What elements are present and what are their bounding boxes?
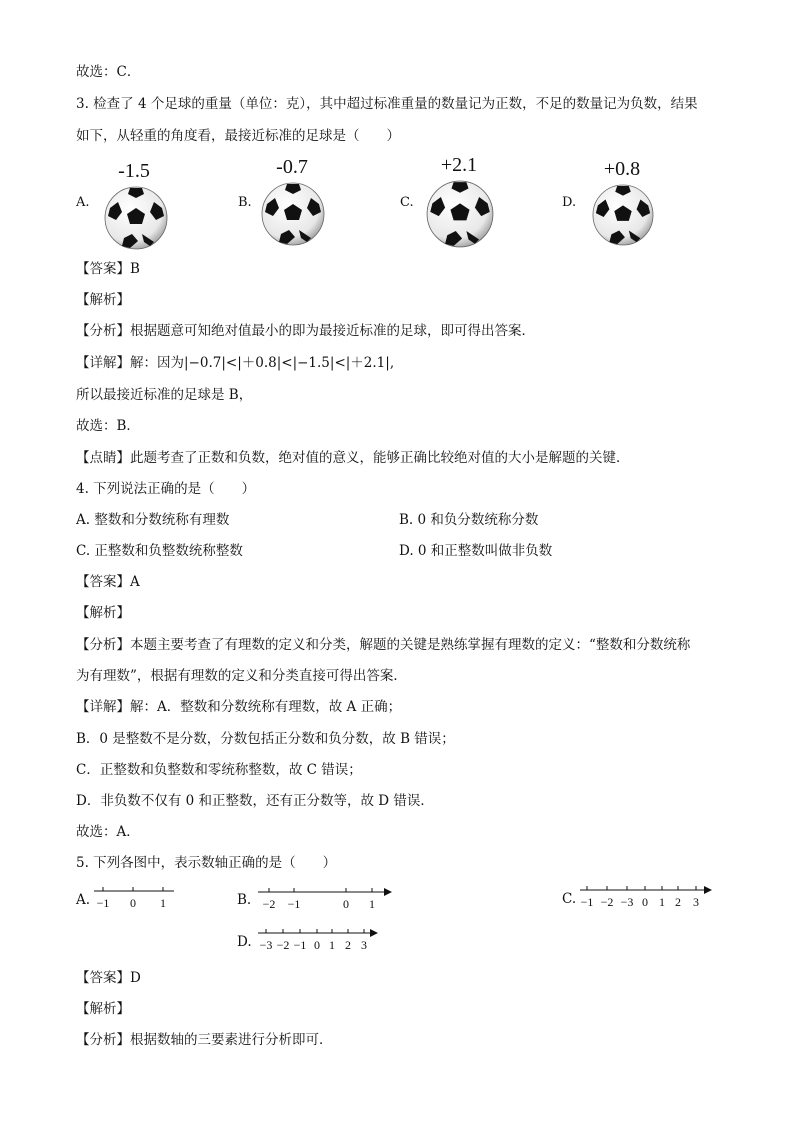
detail-4-b: B．0 是整数不是分数，分数包括正分数和负分数，故 B 错误； [76, 731, 455, 747]
soccer-ball-icon [104, 186, 168, 254]
detail-4-d: D．非负数不仅有 0 和正整数，还有正分数等，故 D 错误． [76, 793, 434, 809]
tick-label: 1 [369, 897, 375, 911]
detail-3: 【详解】解：因为|−0.7|<|＋0.8|<|−1.5|<|＋2.1|, [76, 355, 395, 371]
tick-label: −1 [580, 895, 594, 909]
tick-label: 3 [693, 895, 699, 909]
answer-5: 【答案】D [76, 970, 141, 986]
question-4-option-d: D. 0 和正整数叫做非负数 [399, 543, 553, 559]
analysis-heading-4: 【解析】 [76, 605, 130, 621]
tick-label: −1 [287, 897, 301, 911]
option-c-letter: C. [400, 195, 414, 210]
question-3-stem: 3. 检查了 4 个足球的重量（单位：克），其中超过标准重量的数量记为正数，不足的数量记为负数，结果 [76, 96, 698, 112]
number-line-d [256, 923, 386, 953]
question-5-stem: 5. 下列各图中，表示数轴正确的是（ ） [76, 855, 337, 871]
choose-4: 故选：A． [76, 824, 140, 840]
question-3-stem-cont: 如下，从轻重的角度看，最接近标准的足球是（ ） [76, 128, 400, 144]
answer-4: 【答案】A [76, 574, 140, 590]
question-5-option-d-letter: D. [237, 934, 252, 950]
tick-label: 1 [329, 938, 335, 952]
analysis-heading-3: 【解析】 [76, 292, 130, 308]
tick-label: −2 [276, 938, 290, 952]
soccer-ball-icon [261, 182, 325, 250]
soccer-ball-icon [426, 180, 494, 252]
question-4-option-b: B. 0 和负分数统称分数 [399, 512, 539, 528]
tick-label: −1 [96, 896, 110, 910]
option-a-value: -1.5 [118, 160, 150, 182]
analysis-4-cont: 为有理数”，根据有理数的定义和分类直接可得出答案． [76, 668, 407, 684]
comment-3: 【点睛】此题考查了正数和负数，绝对值的意义，能够正确比较绝对值的大小是解题的关键． [76, 450, 630, 466]
tick-label: 3 [361, 938, 367, 952]
tick-label: 0 [642, 895, 648, 909]
analysis-3: 【分析】根据题意可知绝对值最小的即为最接近标准的足球，即可得出答案． [76, 323, 535, 339]
tick-label: 0 [130, 896, 136, 910]
option-c-value: +2.1 [440, 154, 478, 176]
text-line: 故选：C． [76, 64, 141, 80]
tick-label: −2 [262, 897, 276, 911]
tick-label: −1 [293, 938, 307, 952]
option-b-value: -0.7 [276, 156, 308, 178]
question-5-option-a-letter: A. [76, 892, 91, 908]
number-line-a [92, 882, 182, 912]
question-4-option-c: C. 正整数和负整数统称整数 [76, 543, 243, 559]
analysis-4: 【分析】本题主要考查了有理数的定义和分类，解题的关键是熟练掌握有理数的定义：“整数和分数统称 [76, 637, 691, 653]
tick-label: −3 [620, 895, 634, 909]
analysis-heading-5: 【解析】 [76, 1001, 130, 1017]
detail-4: 【详解】解：A．整数和分数统称有理数，故 A 正确； [76, 699, 402, 715]
option-d-letter: D. [562, 195, 577, 210]
question-5-option-b-letter: B. [237, 892, 252, 908]
question-5-option-c-letter: C. [562, 891, 577, 907]
option-b-letter: B. [238, 195, 252, 210]
question-4-option-a: A. 整数和分数统称有理数 [76, 512, 230, 528]
question-4-stem: 4. 下列说法正确的是（ ） [76, 481, 256, 497]
number-line-c [578, 880, 718, 910]
choose-3: 故选：B． [76, 418, 140, 434]
analysis-5: 【分析】根据数轴的三要素进行分析即可． [76, 1032, 333, 1048]
tick-label: 1 [659, 895, 665, 909]
tick-label: 2 [345, 938, 351, 952]
tick-label: −3 [259, 938, 273, 952]
tick-label: 0 [314, 938, 320, 952]
answer-3: 【答案】B [76, 261, 140, 277]
detail-3-cont: 所以最接近标准的足球是 B， [76, 387, 253, 403]
tick-label: 0 [343, 897, 349, 911]
detail-4-c: C．正整数和负整数和零统称整数，故 C 错误； [76, 762, 362, 778]
tick-label: −2 [600, 895, 614, 909]
number-line-b [256, 882, 396, 912]
tick-label: 2 [675, 895, 681, 909]
soccer-ball-icon [592, 184, 654, 250]
tick-label: 1 [160, 896, 166, 910]
option-a-letter: A. [76, 195, 90, 210]
option-d-value: +0.8 [603, 158, 641, 180]
